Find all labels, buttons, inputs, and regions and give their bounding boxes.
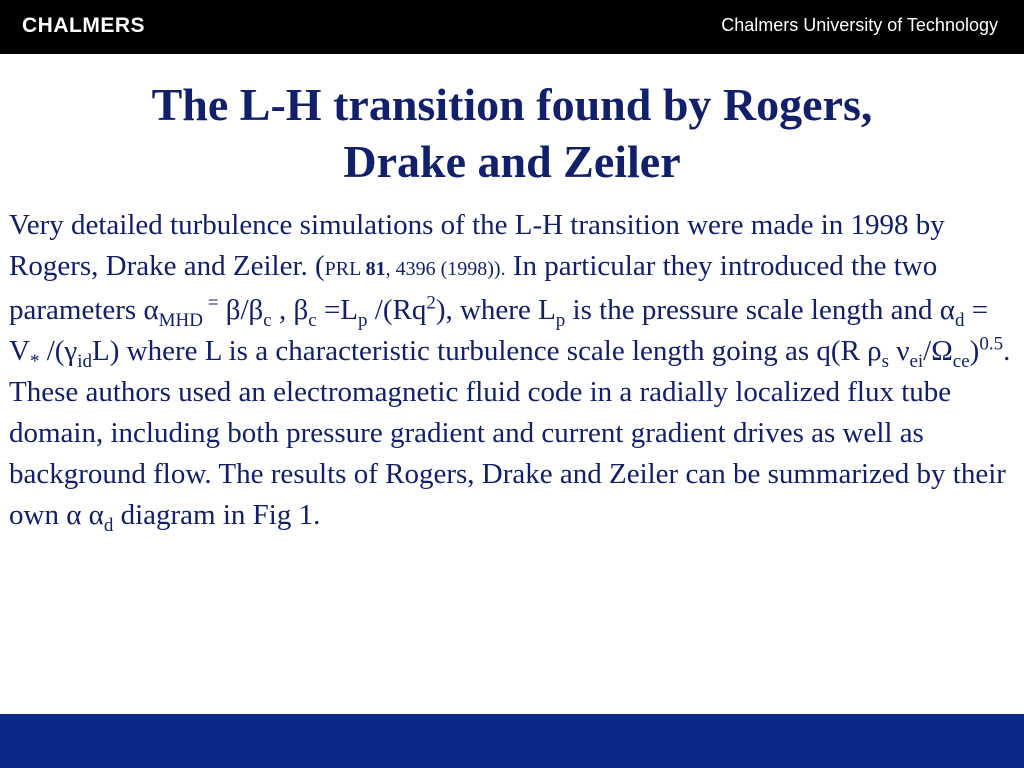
reference-citation [325,258,506,280]
chalmers-logo: CHALMERS [22,14,145,37]
ref-pages-year: , 4396 (1998)). [385,258,506,280]
superscript: = [203,292,219,314]
subscript: ei [909,350,924,372]
text-run: In particular they introduced the two parameters α [9,250,938,326]
superscript: 0.5 [979,333,1004,355]
institution-name: Chalmers University of Technology [721,15,998,35]
ref-volume: 81 [365,258,386,280]
footer-bar [0,714,1024,768]
body-paragraph [9,205,1014,536]
subscript: c [308,309,317,331]
text-run: . These authors used an electromagnetic fluid code in a radially localized flux tube domain, including both pressure gradient and current gradient drives as well as background flow. The results of Rogers, Drake and Zeiler can be summarized by their own α α [9,335,1011,531]
ref-journal: PRL [324,258,366,280]
subscript: s [881,350,890,372]
subscript: d [954,309,965,331]
subscript: p [358,309,368,331]
subscript: MHD [158,309,203,331]
text-run: = V [9,294,989,367]
subscript: c [263,309,272,331]
text-run: /(Rq [367,294,427,326]
text-run: is the pressure scale length and α [565,294,955,326]
text-run: ), where L [435,294,556,326]
text-run: Very detailed turbulence simulations of the L-H transition were made in 1998 by Rogers, Drake and Zeiler. ( [9,209,945,282]
title-line-2: Drake and Zeiler [343,136,681,187]
text-run: , β [271,294,309,326]
subscript: * [29,350,40,372]
text-run: /(γ [39,335,78,367]
text-run: /Ω [923,335,953,367]
text-run: β/β [218,294,264,326]
subscript: ce [952,350,970,372]
text-run: ν [889,335,910,367]
text-run: diagram in Fig 1. [113,499,321,531]
text-run: L) where L is a characteristic turbulence scale length going as q(R ρ [92,335,882,367]
text-run: ) [969,335,980,367]
subscript: p [555,309,566,331]
header-bar [0,0,1024,54]
subscript: d [103,514,114,536]
text-run: =L [316,294,359,326]
superscript: 2 [426,292,436,314]
slide-title [0,76,1024,190]
title-line-1: The L-H transition found by Rogers, [151,79,873,130]
subscript: id [77,350,93,372]
